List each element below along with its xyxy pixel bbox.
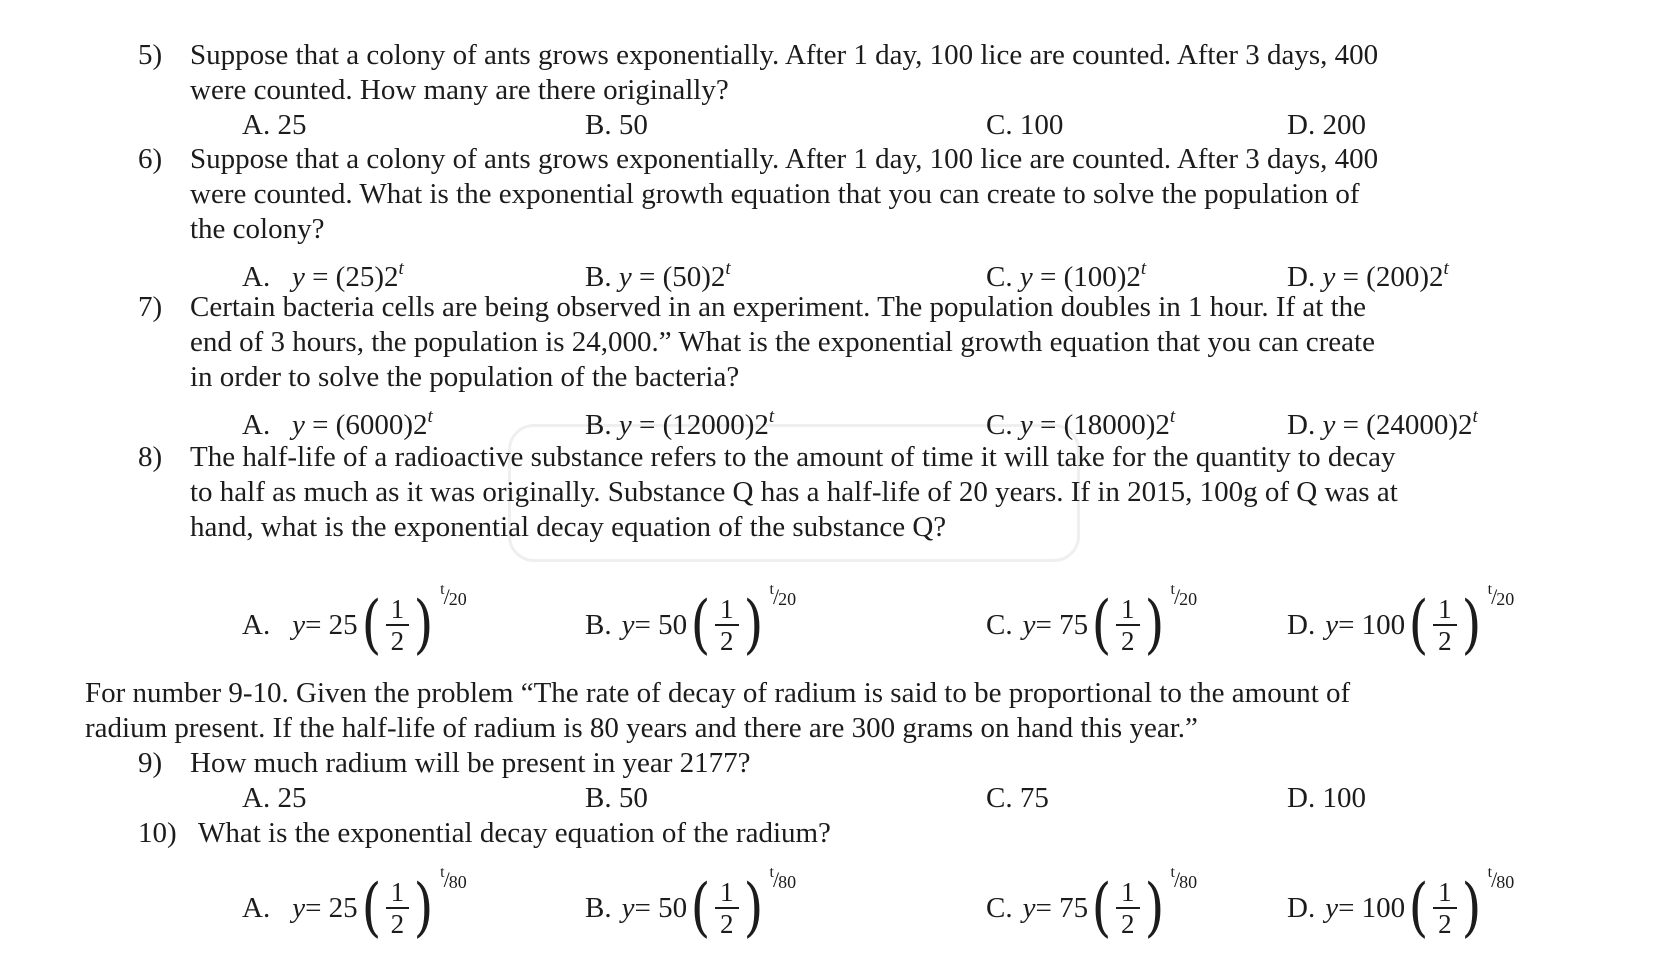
exponent-denominator: 80 (1179, 872, 1198, 892)
fraction-group: ( $\frac{1}{2}$ ) (361, 871, 434, 945)
variable-y: y (618, 409, 632, 441)
fraction-numerator: 1 (715, 877, 739, 909)
fraction-group: ( $\frac{1}{2}$ ) (1408, 588, 1482, 662)
q6-option-b (585, 252, 731, 294)
variable-y: y (1325, 891, 1339, 924)
fraction-group: ( $\frac{1}{2}$ ) (1091, 588, 1165, 662)
exponent: t (768, 406, 775, 427)
fraction-numerator: 1 (1116, 877, 1140, 909)
fraction-group: ( $\frac{1}{2}$ ) (361, 588, 434, 662)
fraction-denominator: 2 (720, 909, 734, 939)
fraction-numerator: 1 (1116, 594, 1140, 626)
q9-option-a: A. 25 (242, 782, 307, 814)
fraction-denominator: 2 (1438, 909, 1452, 939)
fractional-exponent: t / 20 (1487, 581, 1515, 609)
fraction-group: ( $\frac{1}{2}$ ) (690, 871, 764, 945)
exponent-denominator: 20 (448, 589, 467, 609)
coefficient: = 25 (305, 608, 358, 641)
q10-number: 10) (138, 817, 177, 849)
coefficient: = 50 (634, 891, 688, 924)
q7-line-3: in order to solve the population of the bacteria? (190, 361, 740, 393)
option-label: B. (585, 608, 612, 641)
exponent-numerator: t (769, 581, 774, 598)
q9-option-c: C. 75 (986, 782, 1049, 814)
fraction-denominator: 2 (390, 909, 405, 939)
option-label: A. (242, 409, 271, 441)
q6-line-1: Suppose that a colony of ants grows exponentially. After 1 day, 100 lice are counted. After 3 days, 400 (190, 143, 1379, 175)
option-label: C. (986, 608, 1013, 641)
fraction-denominator: 2 (1121, 909, 1135, 939)
intro-line-2: radium present. If the half-life of radium is 80 years and there are 300 grams on hand this year.” (85, 712, 1198, 744)
option-label: A. (242, 608, 271, 641)
fraction-denominator: 2 (1438, 626, 1452, 656)
exponent-denominator: 20 (1496, 589, 1515, 609)
exponent-numerator: t (1487, 864, 1493, 881)
q10-line-1: What is the exponential decay equation of the radium? (198, 817, 831, 849)
fraction-group: ( $\frac{1}{2}$ ) (1408, 871, 1482, 945)
q7-option-a (242, 400, 433, 442)
exponent-denominator: 20 (778, 589, 797, 609)
option-label: D. (1287, 891, 1316, 924)
q5-line-1: Suppose that a colony of ants grows exponentially. After 1 day, 100 lice are counted. After 3 days, 400 (190, 39, 1379, 71)
q10-option-d (1287, 864, 1515, 948)
exponent-numerator: t (1170, 581, 1175, 598)
fraction-numerator: 1 (715, 594, 739, 626)
equation-rhs: = (50)2 (631, 261, 726, 293)
coefficient: = 50 (634, 608, 688, 641)
exponent-denominator: 80 (778, 872, 797, 892)
fraction-denominator: 2 (390, 626, 405, 656)
equation-rhs: = (6000)2 (304, 409, 428, 441)
fraction-numerator: 1 (386, 877, 410, 909)
exponent-numerator: t (769, 864, 774, 881)
q7-number: 7) (138, 291, 163, 323)
q7-line-2: end of 3 hours, the population is 24,000.” What is the exponential growth equation that you can create (190, 326, 1375, 358)
q7-option-c (986, 400, 1175, 442)
q5-line-2: were counted. How many are there originally? (190, 74, 729, 106)
variable-y: y (1322, 261, 1336, 293)
fractional-exponent: t / 20 (1170, 581, 1198, 609)
q8-option-b (585, 581, 797, 665)
q9-number: 9) (138, 747, 163, 779)
variable-y: y (291, 261, 305, 293)
exponent: t (427, 406, 433, 427)
coefficient: = 75 (1035, 608, 1089, 641)
exponent-denominator: 80 (1496, 872, 1515, 892)
coefficient: = 100 (1338, 608, 1406, 641)
coefficient: = 75 (1035, 891, 1089, 924)
variable-y: y (292, 891, 306, 924)
option-label: D. (1287, 608, 1316, 641)
exponent-numerator: t (1487, 581, 1493, 598)
fractional-exponent: t / 20 (440, 581, 467, 609)
q9-option-d: D. 100 (1287, 782, 1366, 814)
exponent-numerator: t (1170, 864, 1175, 881)
variable-y: y (1322, 409, 1336, 441)
option-label: C. (986, 891, 1013, 924)
q6-option-a (242, 252, 404, 294)
option-label: B. (585, 891, 612, 924)
option-label: B. (585, 261, 612, 293)
q6-option-d (1287, 252, 1449, 294)
variable-y: y (618, 261, 632, 293)
q10-option-b (585, 864, 797, 948)
exponent: t (1169, 406, 1176, 427)
exponent-numerator: t (440, 581, 445, 598)
variable-y: y (1019, 409, 1033, 441)
fractional-exponent: t / 80 (1487, 864, 1515, 892)
equation-rhs: = (18000)2 (1032, 409, 1170, 441)
q7-option-b (585, 400, 774, 442)
fraction-denominator: 2 (720, 626, 734, 656)
fraction-group: ( $\frac{1}{2}$ ) (1091, 871, 1165, 945)
q8-option-a (242, 581, 467, 665)
exponent: t (1443, 258, 1449, 279)
q10-option-c (986, 864, 1198, 948)
q6-line-2: were counted. What is the exponential growth equation that you can create to solve the population of (190, 178, 1360, 210)
equation-rhs: = (100)2 (1032, 261, 1141, 293)
exponent: t (398, 258, 404, 279)
q5-option-d: D. 200 (1287, 109, 1366, 141)
exponent: t (725, 258, 731, 279)
option-label: A. (242, 891, 271, 924)
coefficient: = 25 (305, 891, 358, 924)
variable-y: y (1325, 608, 1339, 641)
fraction-denominator: 2 (1121, 626, 1135, 656)
fractional-exponent: t / 80 (440, 864, 467, 892)
equation-rhs: = (12000)2 (631, 409, 769, 441)
q8-option-c (986, 581, 1198, 665)
variable-y: y (621, 891, 635, 924)
fractional-exponent: t / 80 (769, 864, 797, 892)
fractional-exponent: t / 20 (769, 581, 797, 609)
equation-rhs: = (25)2 (304, 261, 399, 293)
variable-y: y (621, 608, 635, 641)
exponent-numerator: t (440, 864, 445, 881)
q7-option-d (1287, 400, 1478, 442)
option-label: B. (585, 409, 612, 441)
variable-y: y (292, 608, 306, 641)
coefficient: = 100 (1338, 891, 1406, 924)
exponent: t (1472, 406, 1478, 427)
exponent-denominator: 80 (448, 872, 467, 892)
q10-option-a (242, 864, 467, 948)
q9-line-1: How much radium will be present in year 2177? (190, 747, 751, 779)
fraction-numerator: 1 (1433, 594, 1457, 626)
intro-line-1: For number 9-10. Given the problem “The rate of decay of radium is said to be proportional to the amount of (85, 677, 1351, 709)
q6-line-3: the colony? (190, 213, 325, 245)
variable-y: y (291, 409, 305, 441)
q8-line-2: to half as much as it was originally. Substance Q has a half-life of 20 years. If in 2015, 100g of Q was at (190, 476, 1398, 508)
q5-number: 5) (138, 39, 163, 71)
q9-option-b: B. 50 (585, 782, 648, 814)
option-label: D. (1287, 409, 1316, 441)
option-label: C. (986, 409, 1013, 441)
q8-option-d (1287, 581, 1515, 665)
variable-y: y (1022, 608, 1036, 641)
q5-option-b: B. 50 (585, 109, 648, 141)
q5-option-a: A. 25 (242, 109, 307, 141)
equation-rhs: = (24000)2 (1335, 409, 1473, 441)
exponent: t (1140, 258, 1147, 279)
fraction-numerator: 1 (386, 594, 410, 626)
equation-rhs: = (200)2 (1335, 261, 1444, 293)
q8-line-1: The half-life of a radioactive substance refers to the amount of time it will take for the quantity to decay (190, 441, 1396, 473)
q8-number: 8) (138, 441, 163, 473)
variable-y: y (1019, 261, 1033, 293)
exponent-denominator: 20 (1179, 589, 1198, 609)
option-label: C. (986, 261, 1013, 293)
q7-line-1: Certain bacteria cells are being observed in an experiment. The population doubles in 1 hour. If at the (190, 291, 1367, 323)
option-label: D. (1287, 261, 1316, 293)
q8-line-3: hand, what is the exponential decay equation of the substance Q? (190, 511, 947, 543)
q5-option-c: C. 100 (986, 109, 1064, 141)
fraction-group: ( $\frac{1}{2}$ ) (690, 588, 764, 662)
option-label: A. (242, 261, 271, 293)
fraction-numerator: 1 (1433, 877, 1457, 909)
q6-number: 6) (138, 143, 163, 175)
q6-option-c (986, 252, 1146, 294)
variable-y: y (1022, 891, 1036, 924)
fractional-exponent: t / 80 (1170, 864, 1198, 892)
